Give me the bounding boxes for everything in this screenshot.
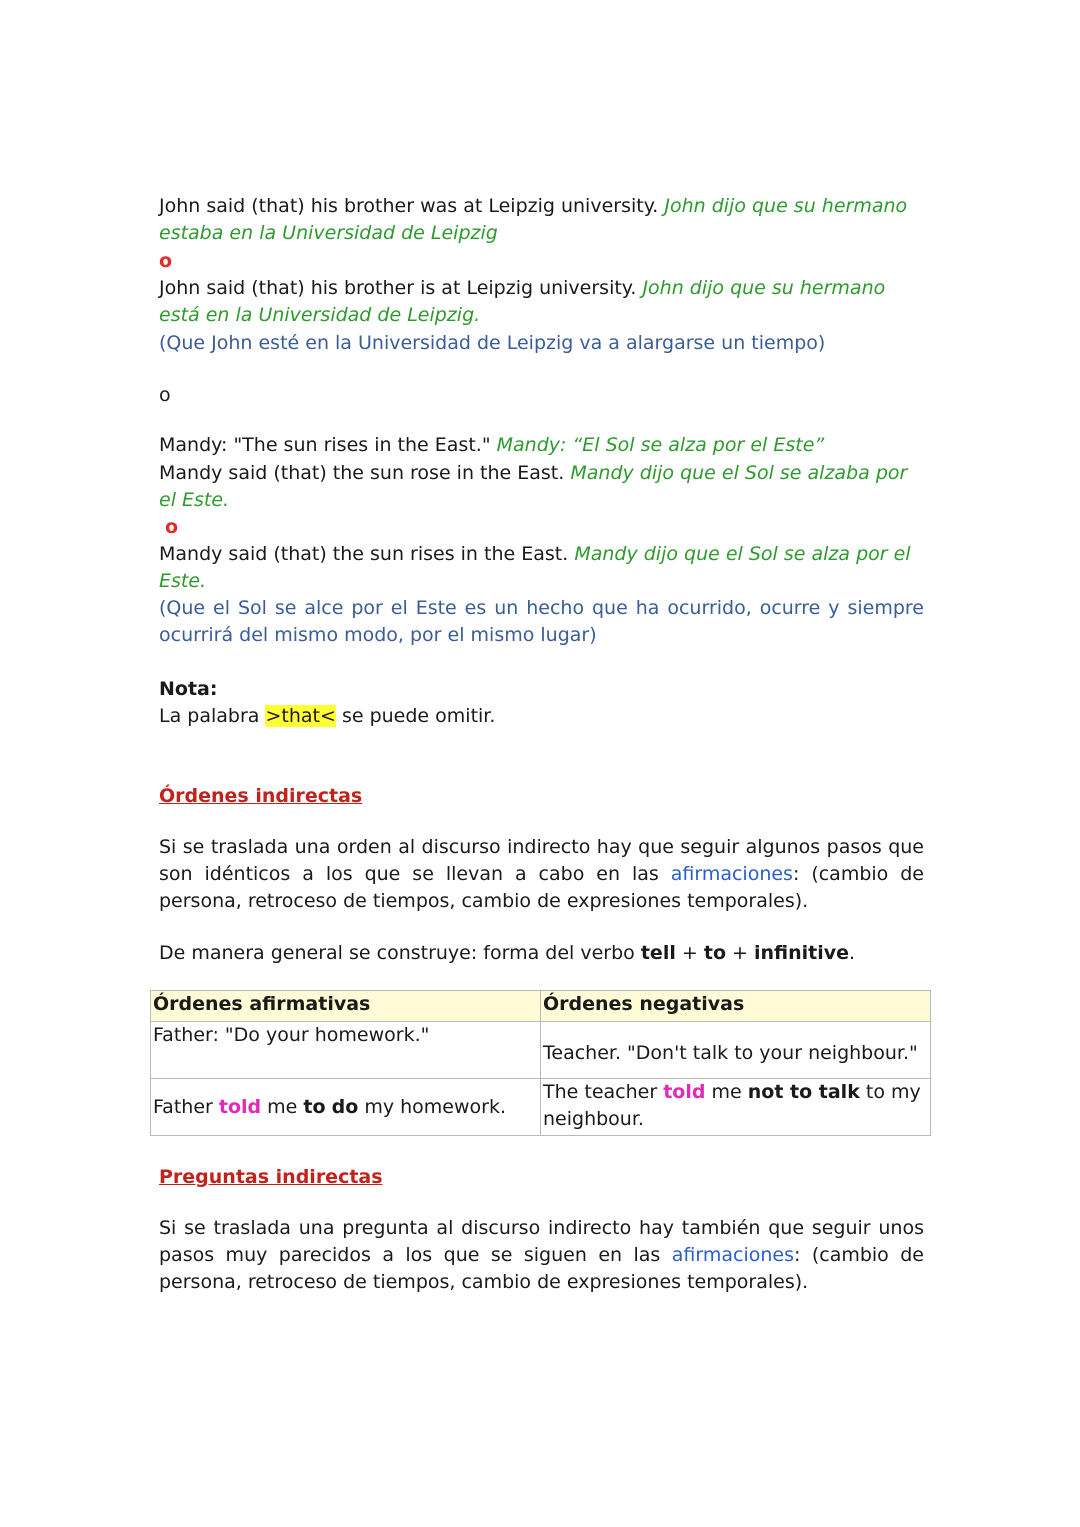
nota-title: Nota: xyxy=(159,678,218,700)
spanish-translation: John dijo que su hermano estaba en la Universidad de Leipzig xyxy=(159,195,908,244)
nota-text-post: se puede omitir. xyxy=(341,705,496,727)
or-separator: o xyxy=(159,250,173,272)
header-negative: Órdenes negativas xyxy=(541,991,931,1022)
table-row xyxy=(151,1079,931,1136)
cell-text: me xyxy=(711,1081,742,1103)
english-sentence: Mandy said (that) the sun rises in the East. xyxy=(159,543,569,565)
example-mandy-reported-present xyxy=(159,541,924,595)
explanation-note: (Que el Sol se alce por el Este es un hecho que ha ocurrido, ocurre y siempre ocurrirá del mismo modo, por el mismo lugar) xyxy=(159,597,924,646)
preguntas-paragraph xyxy=(159,1215,924,1296)
highlighted-word: >that< xyxy=(265,705,336,727)
section-heading-preguntas: Preguntas indirectas xyxy=(159,1166,383,1188)
cell-text: Teacher. "Don't talk to your neighbour." xyxy=(543,1042,918,1064)
paragraph-text: Si se traslada una orden al discurso indirecto hay que seguir algunos pasos que son idénticos a los que se llevan a cabo en las xyxy=(159,836,924,885)
english-sentence: John said (that) his brother was at Leipzig university. xyxy=(159,195,659,217)
keyword-told: told xyxy=(663,1081,706,1103)
paragraph-text: : (cambio de persona, retroceso de tiempos, cambio de expresiones temporales). xyxy=(159,1244,924,1293)
spanish-translation: John dijo que su hermano está en la Universidad de Leipzig. xyxy=(159,277,886,326)
direct-affirmative: Father: "Do your homework." xyxy=(151,1022,541,1079)
example-john-reported-present xyxy=(159,275,924,329)
paragraph-text: Si se traslada una pregunta al discurso indirecto hay también que seguir unos pasos muy parecidos a los que se siguen en las xyxy=(159,1217,924,1266)
explanation-note: (Que John esté en la Universidad de Leipzig va a alargarse un tiempo) xyxy=(159,332,826,354)
keyword-told: told xyxy=(218,1095,262,1118)
or-separator: o xyxy=(159,384,171,406)
ordenes-paragraph xyxy=(159,834,924,915)
or-separator: o xyxy=(165,516,179,538)
ordenes-construction xyxy=(159,940,924,967)
reported-affirmative xyxy=(151,1079,541,1136)
spanish-translation: Mandy dijo que el Sol se alzaba por el Este. xyxy=(159,462,908,511)
cell-text: to my neighbour. xyxy=(543,1081,921,1130)
plus-sign: + xyxy=(732,942,748,964)
reported-negative xyxy=(541,1079,931,1136)
spanish-translation: Mandy: “El Sol se alza por el Este” xyxy=(496,434,825,456)
example-mandy-quote xyxy=(159,432,924,459)
spanish-translation: Mandy dijo que el Sol se alza por el Este. xyxy=(159,543,911,592)
afirmaciones-link[interactable]: afirmaciones xyxy=(670,863,793,885)
plus-sign: + xyxy=(681,942,698,964)
example-mandy-reported-past xyxy=(159,460,924,514)
nota-text-pre: La palabra xyxy=(159,705,260,727)
afirmaciones-link[interactable]: afirmaciones xyxy=(671,1244,794,1266)
header-affirmative: Órdenes afirmativas xyxy=(151,991,541,1022)
cell-text: me xyxy=(267,1095,298,1118)
example-john-reported-past xyxy=(159,193,924,247)
nota-block xyxy=(159,676,924,730)
paragraph-text: : (cambio de persona, retroceso de tiempos, cambio de expresiones temporales). xyxy=(159,863,924,912)
paragraph-text: De manera general se construye: forma del verbo xyxy=(159,942,635,964)
period: . xyxy=(849,942,856,964)
english-sentence: Mandy said (that) the sun rose in the East. xyxy=(159,462,565,484)
orders-comparison-table xyxy=(150,990,931,1136)
keyword-tell: tell xyxy=(640,942,676,964)
section-heading-ordenes: Órdenes indirectas xyxy=(159,785,363,807)
keyword-infinitive: infinitive xyxy=(754,942,850,964)
direct-negative xyxy=(541,1022,931,1079)
english-sentence: John said (that) his brother is at Leipzig university. xyxy=(159,277,637,299)
english-sentence: Mandy: "The sun rises in the East." xyxy=(159,434,491,456)
table-header-row xyxy=(151,991,931,1022)
cell-text: The teacher xyxy=(543,1081,658,1103)
table-row xyxy=(151,1022,931,1079)
keyword-to: to xyxy=(303,1095,326,1118)
keyword-to: to xyxy=(703,942,726,964)
cell-text: Father xyxy=(153,1095,213,1118)
keyword-do: do xyxy=(331,1095,359,1118)
cell-text: my homework. xyxy=(364,1095,506,1118)
keyword-not-to-talk: not to talk xyxy=(747,1081,860,1103)
